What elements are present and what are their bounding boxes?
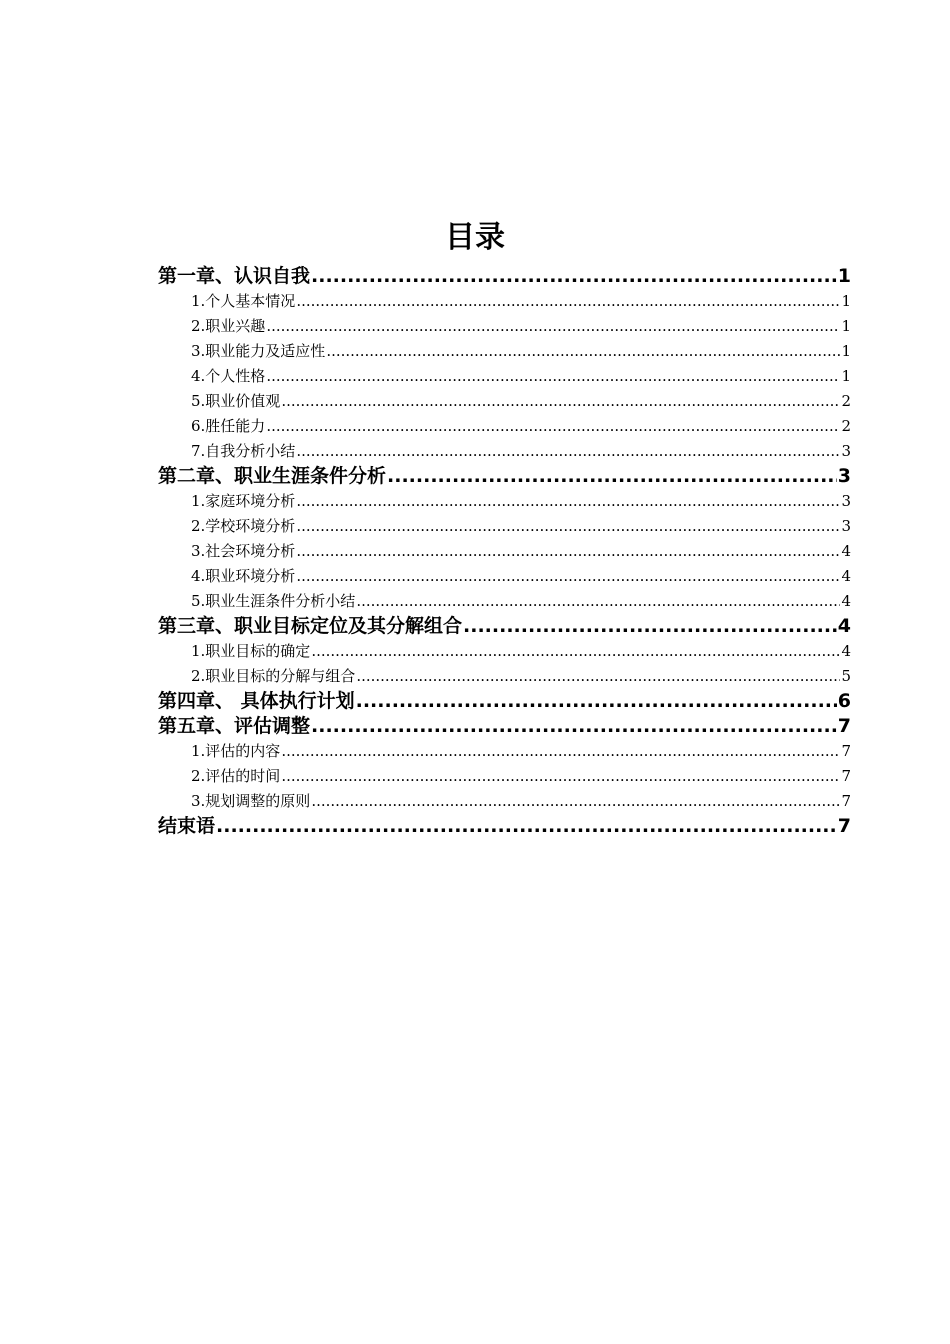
toc-dot-leader xyxy=(296,489,840,514)
toc-entry-label: 第三章、职业目标定位及其分解组合 xyxy=(158,615,463,637)
toc-entry-label: 4.职业环境分析 xyxy=(191,567,296,585)
toc-dot-leader xyxy=(326,339,840,364)
toc-entry-label: 5.职业价值观 xyxy=(191,392,281,410)
toc-entry-label: 1.个人基本情况 xyxy=(191,292,296,310)
toc-dot-leader xyxy=(311,714,837,739)
toc-chapter-entry[interactable] xyxy=(158,689,851,714)
toc-entry-label: 1.职业目标的确定 xyxy=(191,642,311,660)
toc-dot-leader xyxy=(296,539,840,564)
toc-section-entry[interactable] xyxy=(158,489,851,514)
toc-dot-leader xyxy=(356,589,840,614)
toc-section-entry[interactable] xyxy=(158,739,851,764)
toc-page-number: 1 xyxy=(841,292,851,310)
toc-page-number: 4 xyxy=(841,567,851,585)
toc-dot-leader xyxy=(266,314,840,339)
toc-section-entry[interactable] xyxy=(158,339,851,364)
toc-chapter-entry[interactable] xyxy=(158,614,851,639)
toc-dot-leader xyxy=(281,389,840,414)
toc-section-entry[interactable] xyxy=(158,364,851,389)
toc-page-number: 5 xyxy=(841,667,851,685)
toc-section-entry[interactable] xyxy=(158,589,851,614)
toc-entry-label: 第一章、认识自我 xyxy=(158,265,311,287)
toc-entry-label: 2.职业目标的分解与组合 xyxy=(191,667,356,685)
toc-page-number: 1 xyxy=(841,367,851,385)
toc-page-number: 3 xyxy=(841,517,851,535)
toc-page-number: 4 xyxy=(841,642,851,660)
toc-dot-leader xyxy=(281,739,840,764)
toc-entry-label: 1.评估的内容 xyxy=(191,742,281,760)
toc-page-number: 4 xyxy=(837,615,851,637)
page-title: 目录 xyxy=(445,220,505,255)
toc-entry-label: 2.评估的时间 xyxy=(191,767,281,785)
toc-page-number: 1 xyxy=(841,317,851,335)
toc-entry-label: 3.社会环境分析 xyxy=(191,542,296,560)
toc-dot-leader xyxy=(387,464,837,489)
toc-page-number: 7 xyxy=(837,715,851,737)
toc-section-entry[interactable] xyxy=(158,664,851,689)
toc-entry-label: 7.自我分析小结 xyxy=(191,442,296,460)
toc-dot-leader xyxy=(296,439,840,464)
toc-page-number: 4 xyxy=(841,592,851,610)
toc-section-entry[interactable] xyxy=(158,764,851,789)
toc-dot-leader xyxy=(311,264,837,289)
toc-chapter-entry[interactable] xyxy=(158,814,851,839)
toc-section-entry[interactable] xyxy=(158,414,851,439)
toc-section-entry[interactable] xyxy=(158,789,851,814)
toc-dot-leader xyxy=(311,639,840,664)
toc-entry-label: 2.职业兴趣 xyxy=(191,317,266,335)
toc-section-entry[interactable] xyxy=(158,289,851,314)
toc-entry-label: 2.学校环境分析 xyxy=(191,517,296,535)
toc-dot-leader xyxy=(266,414,840,439)
toc-dot-leader xyxy=(311,789,840,814)
toc-entry-label: 6.胜任能力 xyxy=(191,417,266,435)
toc-entry-label: 5.职业生涯条件分析小结 xyxy=(191,592,356,610)
table-of-contents xyxy=(158,264,851,839)
toc-page-number: 2 xyxy=(841,417,851,435)
toc-entry-label: 结束语 xyxy=(158,815,216,837)
toc-section-entry[interactable] xyxy=(158,439,851,464)
toc-entry-label: 第五章、评估调整 xyxy=(158,715,311,737)
toc-section-entry[interactable] xyxy=(158,639,851,664)
toc-page-number: 6 xyxy=(837,690,851,712)
toc-dot-leader xyxy=(296,289,840,314)
toc-chapter-entry[interactable] xyxy=(158,264,851,289)
toc-entry-label: 第二章、职业生涯条件分析 xyxy=(158,465,387,487)
toc-dot-leader xyxy=(281,764,840,789)
toc-section-entry[interactable] xyxy=(158,514,851,539)
toc-page-number: 7 xyxy=(837,815,851,837)
toc-page-number: 7 xyxy=(841,792,851,810)
toc-dot-leader xyxy=(296,564,840,589)
toc-entry-label: 3.规划调整的原则 xyxy=(191,792,311,810)
toc-page-number: 7 xyxy=(841,767,851,785)
toc-page-number: 3 xyxy=(837,465,851,487)
toc-dot-leader xyxy=(356,664,840,689)
toc-page-number: 3 xyxy=(841,442,851,460)
toc-page-number: 2 xyxy=(841,392,851,410)
toc-section-entry[interactable] xyxy=(158,389,851,414)
toc-page-number: 4 xyxy=(841,542,851,560)
toc-section-entry[interactable] xyxy=(158,539,851,564)
toc-entry-label: 4.个人性格 xyxy=(191,367,266,385)
toc-entry-label: 3.职业能力及适应性 xyxy=(191,342,326,360)
toc-chapter-entry[interactable] xyxy=(158,464,851,489)
toc-page-number: 3 xyxy=(841,492,851,510)
toc-page-number: 7 xyxy=(841,742,851,760)
toc-section-entry[interactable] xyxy=(158,564,851,589)
toc-dot-leader xyxy=(356,689,837,714)
toc-dot-leader xyxy=(216,814,837,839)
toc-dot-leader xyxy=(296,514,840,539)
toc-dot-leader xyxy=(266,364,840,389)
toc-section-entry[interactable] xyxy=(158,314,851,339)
toc-page-number: 1 xyxy=(837,265,851,287)
toc-entry-label: 1.家庭环境分析 xyxy=(191,492,296,510)
toc-chapter-entry[interactable] xyxy=(158,714,851,739)
toc-dot-leader xyxy=(463,614,837,639)
toc-page-number: 1 xyxy=(841,342,851,360)
toc-entry-label: 第四章、 具体执行计划 xyxy=(158,690,355,712)
